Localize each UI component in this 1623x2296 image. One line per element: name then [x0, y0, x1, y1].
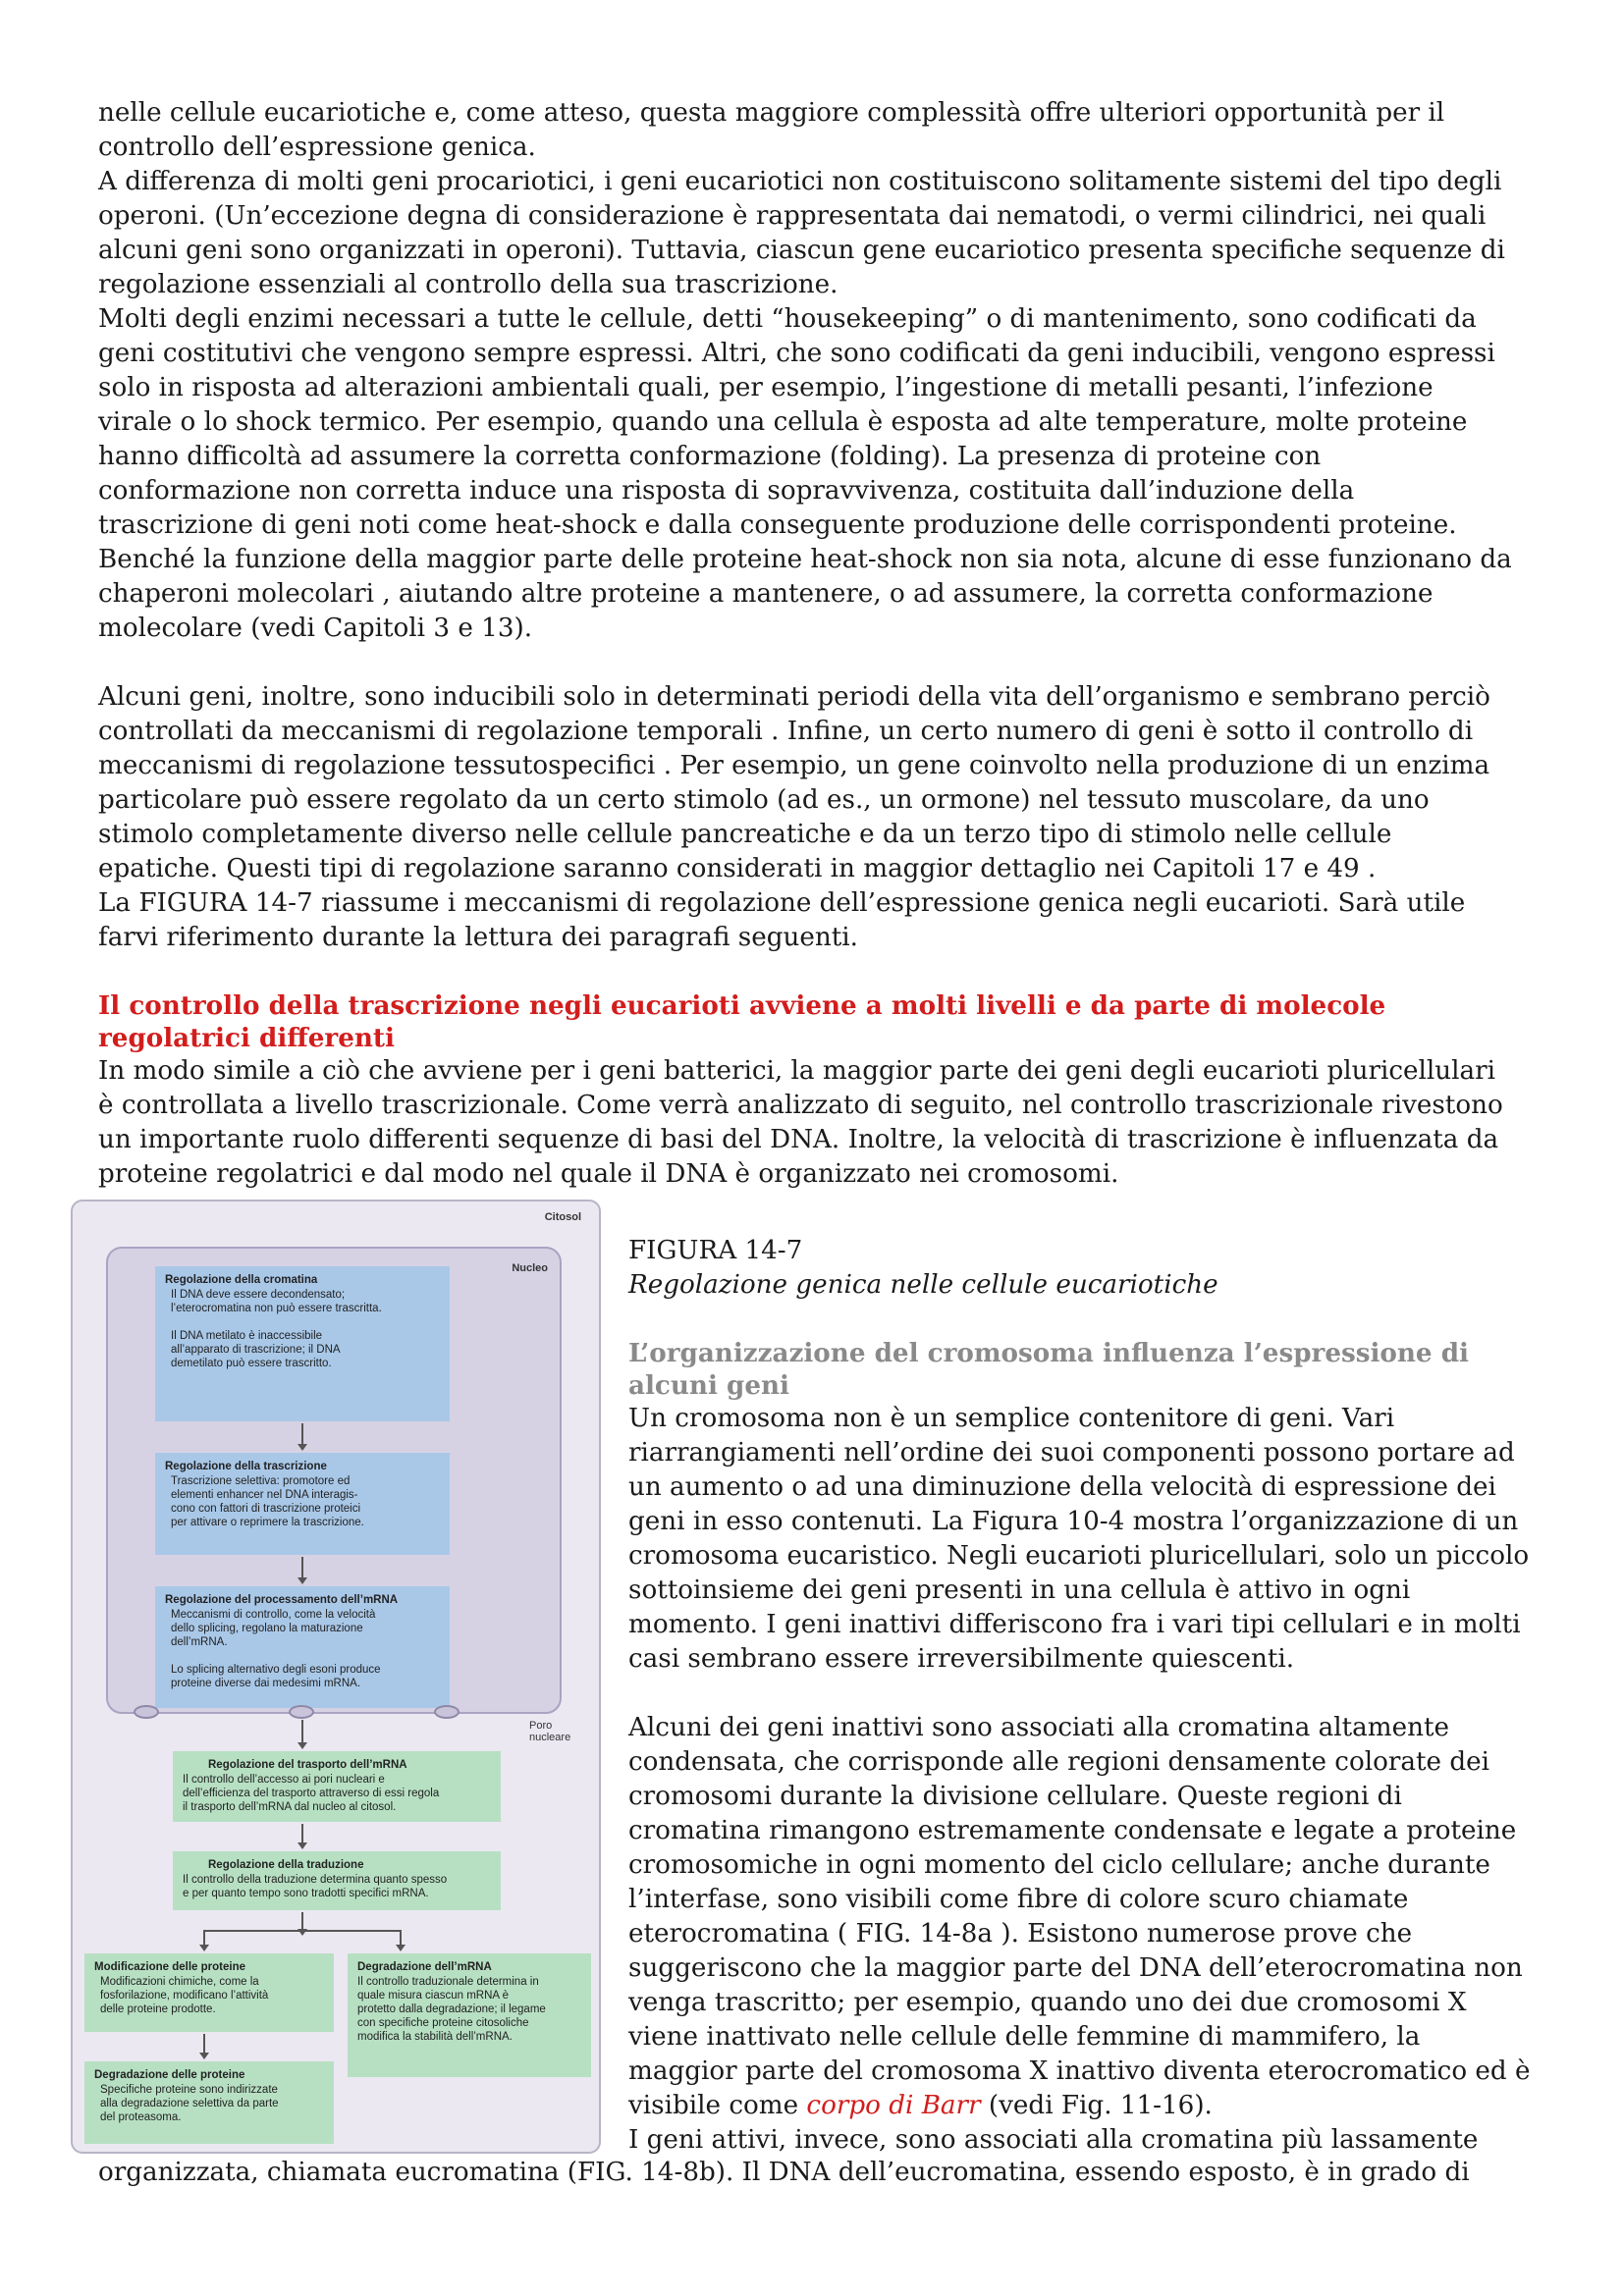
box-translation-title: Regolazione della traduzione — [208, 1859, 364, 1871]
arrow-3 — [301, 1720, 303, 1743]
figure-caption-number: FIGURA 14-7 — [628, 1236, 803, 1265]
box-mrna-deg-title: Degradazione dell’mRNA — [357, 1961, 492, 1973]
box-chromatin-regulation — [155, 1266, 450, 1421]
nuclear-pore-1 — [134, 1705, 159, 1719]
right-paragraph-2 — [628, 1711, 1532, 2123]
right-paragraph-2-tail: (vedi Fig. 11-16). — [980, 2091, 1213, 2120]
arrow-1 — [301, 1423, 303, 1445]
bottom-paragraph: organizzata, chiamata eucromatina (FIG. 14-8b). Il DNA dell’eucromatina, essendo esposto, è in grado di — [98, 2158, 1470, 2187]
box-chromatin-body: Il DNA deve essere decondensato; l’eterocromatina non può essere trascritta. Il DNA metilato è inaccessibile all’apparato di trascrizione; il DNA demetilato può essere trascritto. — [171, 1289, 382, 1369]
box-protein-mod-body: Modificazioni chimiche, come la fosforilazione, modificano l’attività delle proteine prodotte. — [100, 1976, 269, 2015]
subsection-heading: L’organizzazione del cromosoma influenza l’espressione di alcuni geni — [628, 1338, 1469, 1401]
right-paragraph-1: Un cromosoma non è un semplice contenitore di geni. Vari riarrangiamenti nell’ordine dei suoi componenti possono portare ad un aumento o ad una diminuzione della velocità di espressione dei geni in esso contenuti. La Figura 10-4 mostra l’organizzazione di un cromosoma eucaristico. Negli eucarioti pluricellulari, solo un piccolo sottoinsieme dei geni presenti in una cellula è attivo in ogni momento. I geni inattivi differiscono fra i vari tipi cellulari e in molti casi sembrano essere irreversibilmente quiescenti. — [628, 1404, 1530, 1674]
cytosol-label: Citosol — [544, 1211, 581, 1223]
arrow-2 — [301, 1557, 303, 1578]
figure-14-7-diagram — [71, 1200, 601, 2154]
box-protein-deg-title: Degradazione delle proteine — [94, 2069, 245, 2081]
box-protein-modification — [84, 1953, 334, 2032]
right-column — [628, 1234, 1532, 2158]
box-mrna-transport — [173, 1751, 501, 1822]
box-mrna-processing — [155, 1586, 450, 1708]
middle-paragraph-1: Alcuni geni, inoltre, sono inducibili solo in determinati periodi della vita dell’organismo e sembrano perciò controllati da meccanismi di regolazione temporali . Infine, un certo numero di geni è sotto il controllo di meccanismi di regolazione tessutospecifici . Per esempio, un gene coinvolto nella produzione di un enzima particolare può essere regolato da un certo stimolo (ad es., un ormone) nel tessuto muscolare, da uno stimolo completamente diverso nelle cellule pancreatiche e da un terzo tipo di stimolo nelle cellule epatiche. Questi tipi di regolazione saranno considerati in maggior dettaglio nei Capitoli 17 e 49 . — [98, 682, 1490, 883]
arrow-4 — [301, 1824, 303, 1843]
nuclear-pore-2 — [289, 1705, 314, 1719]
box-translation-regulation — [173, 1851, 501, 1910]
box-protein-degradation — [84, 2061, 334, 2144]
branch-stem — [301, 1912, 303, 1930]
right-paragraph-3: I geni attivi, invece, sono associati alla cromatina più lassamente — [628, 2125, 1479, 2155]
box-transcription-title: Regolazione della trascrizione — [165, 1461, 327, 1472]
arrow-7 — [203, 2034, 205, 2054]
nuclear-pore-label: Poro nucleare — [529, 1720, 571, 1743]
intro-paragraph-3: Molti degli enzimi necessari a tutte le cellule, detti “housekeeping” o di mantenimento, sono codificati da geni costitutivi che vengono sempre espressi. Altri, che sono codificati da geni inducibili, vengono espressi solo in risposta ad alterazioni ambientali quali, per esempio, l’ingestione di metalli pesanti, l’infezione virale o lo shock termico. Per esempio, quando una cellula è esposta ad alte temperature, molte proteine hanno difficoltà ad assumere la corretta conformazione (folding). La presenza di proteine con conformazione non corretta induce una risposta di sopravvivenza, costituita dall’induzione della trascrizione di geni noti come heat-shock e dalla conseguente produzione delle corrispondenti proteine. Benché la funzione della maggior parte delle proteine heat-shock non sia nota, alcune di esse funzionano da chaperoni molecolari , aiutando altre proteine a mantenere, o ad assumere, la corretta conformazione molecolare (vedi Capitoli 3 e 13). — [98, 304, 1512, 643]
figure-caption-title: Regolazione genica nelle cellule eucariotiche — [628, 1270, 1218, 1300]
main-text — [98, 96, 1512, 1192]
intro-paragraph-1: nelle cellule eucariotiche e, come atteso, questa maggiore complessità offre ulteriori opportunità per il controllo dell’espressione genica. — [98, 98, 1445, 162]
arrow-5 — [203, 1930, 205, 1946]
box-transport-body: Il controllo dell’accesso ai pori nucleari e dell’efficienza del trasporto attraverso di essi regola il trasporto dell’mRNA dal nucleo al citosol. — [183, 1774, 440, 1813]
nuclear-pore-3 — [434, 1705, 460, 1719]
box-transcription-body: Trascrizione selettiva: promotore ed elementi enhancer nel DNA interagis- cono con fattori di trascrizione proteici per attivare o reprimere la trascrizione. — [171, 1475, 364, 1528]
box-transcription-regulation — [155, 1453, 450, 1555]
intro-paragraph-2: A differenza di molti geni procariotici, i geni eucariotici non costituiscono solitamente sistemi del tipo degli operoni. (Un’eccezione degna di considerazione è rappresentata dai nematodi, o vermi cilindrici, nei quali alcuni geni sono organizzati in operoni). Tuttavia, ciascun gene eucariotico presenta specifiche sequenze di regolazione essenziali al controllo della sua trascrizione. — [98, 167, 1505, 299]
barr-body-term: corpo di Barr — [806, 2091, 981, 2120]
right-paragraph-2-text: Alcuni dei geni inattivi sono associati alla cromatina altamente condensata, che corrisponde alle regioni densamente colorate dei cromosomi durante la divisione cellulare. Queste regioni di cromatina rimangono estremamente condensate e legate a proteine cromosomiche in ogni momento del ciclo cellulare; anche durante l’interfase, sono visibili come fibre di colore scuro chiamate eterocromatina ( FIG. 14-8a ). Esistono numerose prove che suggeriscono che la maggior parte del DNA dell’eterocromatina non venga trascritto; per esempio, quando uno dei due cromosomi X viene inattivato nelle cellule delle femmine di mammifero, la maggior parte del cromosoma X inattivo diventa eterocromatico ed è visibile come — [628, 1713, 1531, 2120]
box-transport-title: Regolazione del trasporto dell’mRNA — [208, 1759, 407, 1771]
box-translation-body: Il controllo della traduzione determina quanto spesso e per quanto tempo sono tradotti specifici mRNA. — [183, 1874, 448, 1899]
arrow-6 — [400, 1930, 402, 1946]
bottom-text — [98, 2156, 1532, 2190]
box-chromatin-title: Regolazione della cromatina — [165, 1274, 318, 1286]
box-mrna-degradation — [348, 1953, 591, 2077]
section-heading: Il controllo della trascrizione negli eucarioti avviene a molti livelli e da parte di molecole regolatrici differenti — [98, 990, 1386, 1053]
box-protein-mod-title: Modificazione delle proteine — [94, 1961, 245, 1973]
box-processing-title: Regolazione del processamento dell’mRNA — [165, 1594, 399, 1606]
nucleus-label: Nucleo — [512, 1262, 548, 1274]
box-protein-deg-body: Specifiche proteine sono indirizzate alla degradazione selettiva da parte del proteasoma. — [100, 2084, 279, 2123]
box-mrna-deg-body: Il controllo traduzionale determina in quale misura ciascun mRNA è protetto dalla degradazione; il legame con specifiche proteine citosoliche modifica la stabilità dell’mRNA. — [357, 1976, 546, 2043]
section-paragraph: In modo simile a ciò che avviene per i geni batterici, la maggior parte dei geni degli eucarioti pluricellulari è controllata a livello trascrizionale. Come verrà analizzato di seguito, nel controllo trascrizionale rivestono un importante ruolo differenti sequenze di basi del DNA. Inoltre, la velocità di trascrizione è influenzata da proteine regolatrici e dal modo nel quale il DNA è organizzato nei cromosomi. — [98, 1056, 1503, 1189]
branch-line — [203, 1930, 402, 1932]
middle-paragraph-2: La FIGURA 14-7 riassume i meccanismi di regolazione dell’espressione genica negli eucarioti. Sarà utile farvi riferimento durante la lettura dei paragrafi seguenti. — [98, 888, 1466, 952]
box-processing-body: Meccanismi di controllo, come la velocità dello splicing, regolano la maturazione dell’mRNA. Lo splicing alternativo degli esoni produce proteine diverse dai medesimi mRNA. — [171, 1609, 381, 1689]
